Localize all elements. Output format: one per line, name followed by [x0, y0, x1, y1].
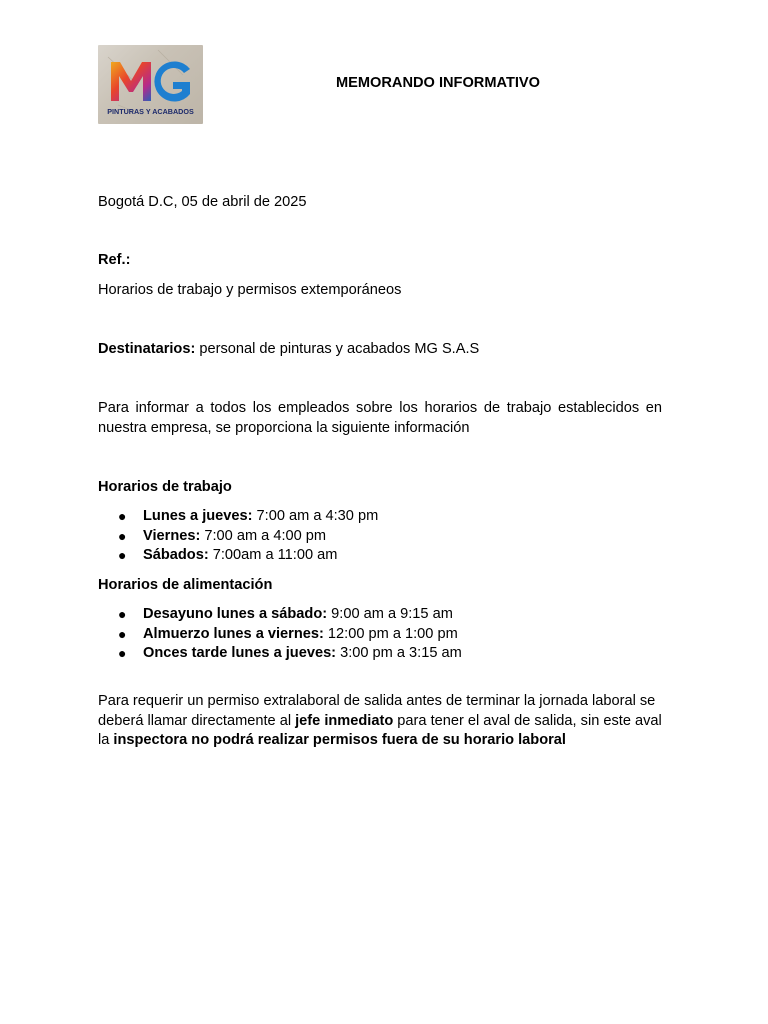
- closing-emphasis-supervisor: jefe inmediato: [295, 712, 394, 729]
- date-line: Bogotá D.C, 05 de abril de 2025: [98, 194, 307, 210]
- work-hours-heading: Horarios de trabajo: [98, 479, 232, 495]
- list-item: ● Onces tarde lunes a jueves: 3:00 pm a 3:15 am: [98, 644, 462, 664]
- logo-graphic: [98, 45, 203, 124]
- work-hours-list: [98, 507, 378, 566]
- ref-label: Ref.:: [98, 252, 131, 268]
- bullet-icon: ●: [118, 625, 127, 642]
- list-item: ● Lunes a jueves: 7:00 am a 4:30 pm: [98, 507, 378, 527]
- list-item: ● Almuerzo lunes a viernes: 12:00 pm a 1:00 pm: [98, 625, 462, 645]
- recipients-label: Destinatarios:: [98, 341, 196, 357]
- bullet-icon: ●: [118, 527, 127, 544]
- closing-emphasis-inspector: inspectora no podrá realizar permisos fuera de su horario laboral: [113, 732, 566, 748]
- bullet-icon: ●: [118, 508, 127, 524]
- logo-tagline: PINTURAS Y ACABADOS: [107, 107, 194, 116]
- bullet-icon: ●: [118, 606, 127, 622]
- list-item: ● Desayuno lunes a sábado: 9:00 am a 9:15 am: [98, 605, 462, 625]
- list-item: ● Viernes: 7:00 am a 4:00 pm: [98, 527, 378, 547]
- closing-paragraph: Para requerir un permiso extralaboral de salida antes de terminar la jornada laboral se deberá llamar directamente al jefe inmediato para tener el aval de salida, sin este aval la inspectora no podrá realizar permisos fuera de su horario laboral: [98, 693, 662, 748]
- bullet-icon: ●: [118, 547, 127, 563]
- recipients-line: [98, 340, 662, 360]
- memo-title: MEMORANDO INFORMATIVO: [335, 75, 541, 91]
- list-item: ● Sábados: 7:00am a 11:00 am: [98, 546, 378, 566]
- company-logo: [98, 45, 203, 124]
- meal-hours-heading: Horarios de alimentación: [98, 577, 273, 593]
- meal-hours-list: [98, 605, 462, 664]
- ref-text: Horarios de trabajo y permisos extemporáneos: [98, 282, 402, 298]
- bullet-icon: ●: [118, 645, 127, 661]
- recipients-text: personal de pinturas y acabados MG S.A.S: [195, 341, 480, 357]
- intro-paragraph: Para informar a todos los empleados sobre los horarios de trabajo establecidos en nuestra empresa, se proporciona la siguiente información: [98, 400, 662, 436]
